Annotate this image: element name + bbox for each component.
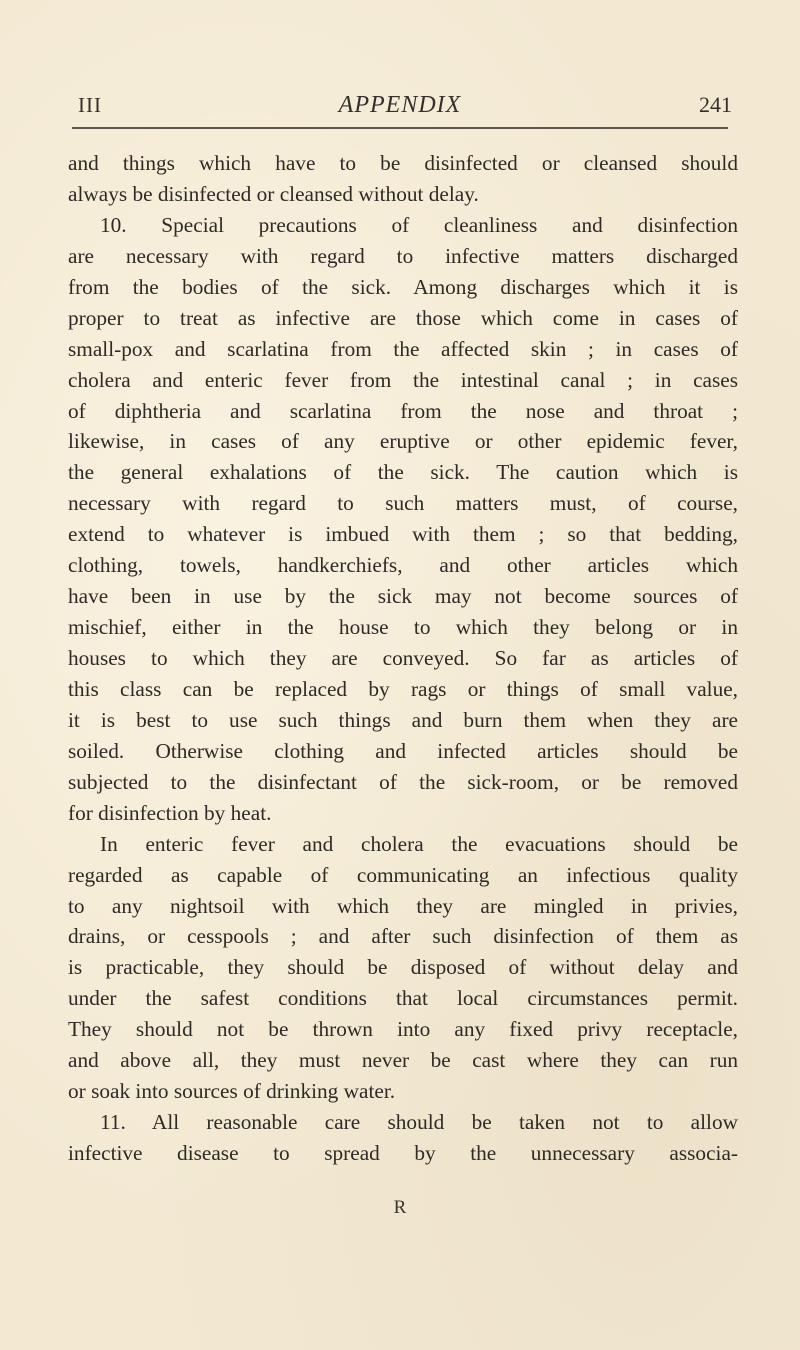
text-line: it is best to use such things and burn them when they are bbox=[68, 707, 738, 732]
text-line: and above all, they must never be cast where they can run bbox=[68, 1048, 738, 1073]
text-line: extend to whatever is imbued with them ; so that bedding, bbox=[68, 522, 738, 547]
running-head bbox=[68, 90, 732, 124]
text-line: 10. Special precautions of cleanliness and disinfection bbox=[100, 212, 738, 237]
text-line: cholera and enteric fever from the intestinal canal ; in cases bbox=[68, 367, 738, 392]
text-line: for disinfection by heat. bbox=[68, 800, 272, 825]
signature-mark: R bbox=[393, 1197, 407, 1218]
text-line: always be disinfected or cleansed without delay. bbox=[68, 181, 479, 206]
text-line: infective disease to spread by the unnecessary associa- bbox=[68, 1141, 738, 1165]
running-title: APPENDIX bbox=[338, 92, 462, 118]
text-line: likewise, in cases of any eruptive or other epidemic fever, bbox=[68, 429, 738, 454]
text-line: mischief, either in the house to which they belong or in bbox=[68, 615, 738, 640]
text-line: to any nightsoil with which they are mingled in privies, bbox=[68, 893, 738, 918]
text-line: is practicable, they should be disposed of without delay and bbox=[68, 955, 738, 980]
text-line: In enteric fever and cholera the evacuations should be bbox=[100, 831, 738, 856]
text-line: small-pox and scarlatina from the affected skin ; in cases of bbox=[68, 336, 738, 361]
header-rule bbox=[72, 127, 728, 129]
text-line: of diphtheria and scarlatina from the nose and throat ; bbox=[68, 398, 738, 423]
text-line: are necessary with regard to infective matters discharged bbox=[68, 243, 738, 268]
text-line: soiled. Otherwise clothing and infected articles should be bbox=[68, 738, 738, 763]
body-text bbox=[68, 148, 738, 1169]
text-line: regarded as capable of communicating an infectious quality bbox=[68, 862, 738, 887]
text-line: clothing, towels, handkerchiefs, and other articles which bbox=[68, 553, 738, 578]
text-line: have been in use by the sick may not become sources of bbox=[68, 584, 738, 609]
page-ref: III bbox=[78, 93, 102, 117]
text-line: this class can be replaced by rags or things of small value, bbox=[68, 676, 738, 701]
text-line: the general exhalations of the sick. The caution which is bbox=[68, 460, 738, 485]
text-line: subjected to the disinfectant of the sick-room, or be removed bbox=[68, 769, 738, 794]
text-line: necessary with regard to such matters must, of course, bbox=[68, 491, 738, 516]
text-line: drains, or cesspools ; and after such disinfection of them as bbox=[68, 924, 738, 949]
text-line: and things which have to be disinfected or cleansed should bbox=[68, 151, 738, 175]
text-line: They should not be thrown into any fixed privy receptacle, bbox=[68, 1017, 738, 1042]
text-line: 11. All reasonable care should be taken not to allow bbox=[100, 1110, 738, 1135]
page-number: 241 bbox=[699, 92, 732, 117]
text-line: from the bodies of the sick. Among discharges which it is bbox=[68, 274, 738, 299]
text-line: proper to treat as infective are those which come in cases of bbox=[68, 305, 738, 330]
text-line: houses to which they are conveyed. So far as articles of bbox=[68, 646, 738, 670]
text-line: or soak into sources of drinking water. bbox=[68, 1079, 396, 1104]
text-line: under the safest conditions that local circumstances permit. bbox=[68, 986, 738, 1011]
